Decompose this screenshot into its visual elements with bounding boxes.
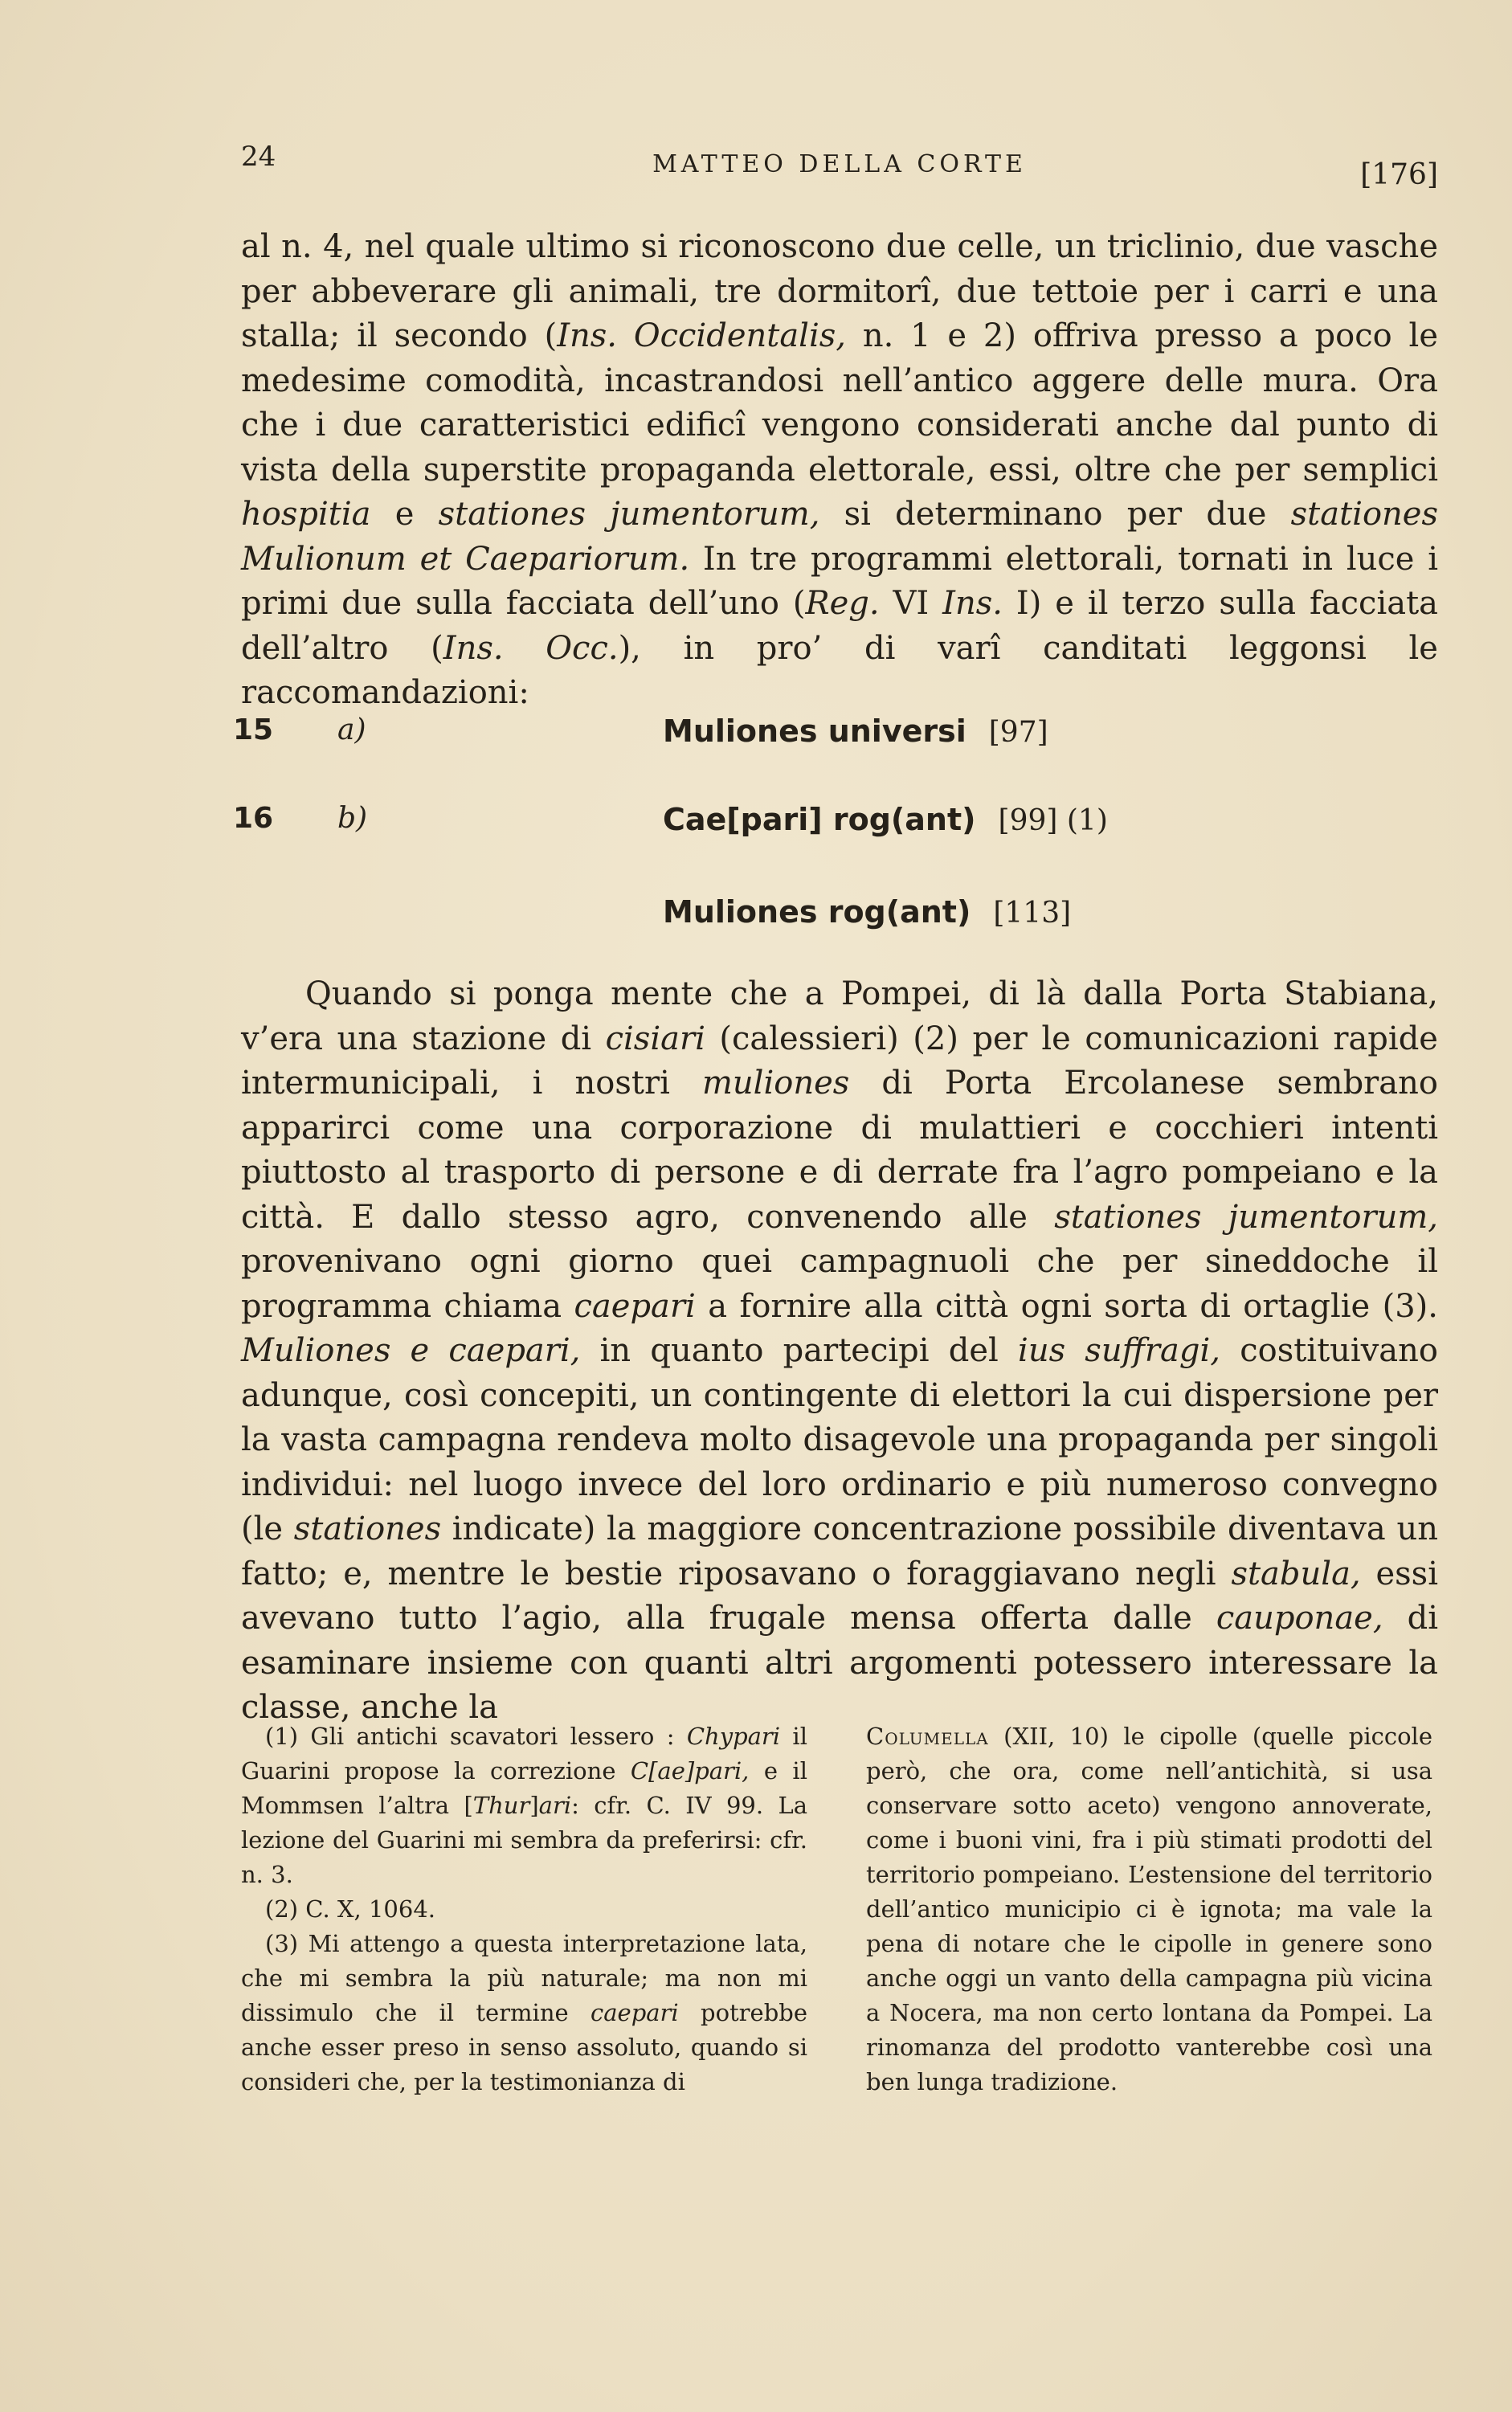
footnote-3: (3) Mi attengo a questa interpretazione lata, che mi sembra la più naturale; ma non mi dissimulo che il termine caepari potrebbe anche esser preso in senso assoluto, quando si consideri che, per la testimonianza di xyxy=(241,1930,807,2095)
inscription-row xyxy=(225,795,1438,844)
page-signature: [176] xyxy=(1360,158,1438,191)
footnotes xyxy=(241,1719,1438,2153)
inscription-text: Muliones rog(ant) [113] xyxy=(663,894,1072,930)
footnote-3-continuation: Columella (XII, 10) le cipolle (quelle piccole però, che ora, come nell’antichità, si usa conservare sotto aceto) vengono annoverate, come i buoni vini, fra i più stimati prodotti del territorio pompeiano. L’estensione del territorio dell’antico municipio ci è ignota; ma vale la pena di notare che le cipolle in genere sono anche oggi un vanto della campagna più vicina a Nocera, ma non certo lontana da Pompei. La rinomanza del prodotto vanterebbe così una ben lunga tradizione. xyxy=(866,1723,1432,2095)
cited-author: Columella xyxy=(866,1723,989,1750)
inscription-number: 16 xyxy=(233,802,274,835)
inscription-letter: a) xyxy=(337,713,366,746)
footnotes-right-column xyxy=(866,1719,1432,2099)
footnote-1: (1) Gli antichi scavatori lessero : Chypari il Guarini propose la correzione C[ae]pari, e il Mommsen l’altra [Thur]ari: cfr. C. IV 99. La lezione del Guarini mi sembra da preferirsi: cfr. n. 3. xyxy=(241,1723,807,1888)
body-paragraph-2 xyxy=(241,972,1438,1731)
inscription-reference: [99] (1) xyxy=(998,804,1108,837)
inscription-row xyxy=(225,707,1438,755)
running-head: MATTEO DELLA CORTE xyxy=(652,150,1027,178)
inscription-number: 15 xyxy=(233,713,274,746)
inscription-letter: b) xyxy=(337,802,368,835)
inscription-reference: [97] xyxy=(988,716,1048,749)
inscription-reference: [113] xyxy=(993,897,1072,930)
inscriptions-block xyxy=(225,707,1438,964)
page-number: 24 xyxy=(241,141,276,173)
inscription-row xyxy=(225,888,1438,936)
paragraph-text: Quando si ponga mente che a Pompei, di là dalla Porta Stabiana, v’era una stazione di cisiari (calessieri) (2) per le comunicazioni rapide intermunicipali, i nostri muliones di Porta Ercolanese sembrano apparirci come una corporazione di mulattieri e cocchieri intenti piuttosto al trasporto di persone e di derrate fra l’agro pompeiano e la città. E dallo stesso agro, convenendo alle stationes jumentorum, provenivano ogni giorno quei campagnuoli che per sineddoche il programma chiama caepari a fornire alla città ogni sorta di ortaglie (3). Muliones e caepari, in quanto partecipi del ius suffragi, costituivano adunque, così concepiti, un contingente di elettori la cui dispersione per la vasta campagna rendeva molto disagevole una propaganda per singoli individui: nel luogo invece del loro ordinario e più numeroso convegno (le stationes indicate) la maggiore concentrazione possibile diventava un fatto; e, mentre le bestie riposavano o foraggiavano negli stabula, essi avevano tutto l’agio, alla frugale mensa offerta dalle cauponae, di esaminare insieme con quanti altri argomenti potessero interessare la classe, anche la xyxy=(241,975,1439,1726)
footnotes-left-column xyxy=(241,1719,807,2099)
inscription-text: Cae[pari] rog(ant) [99] (1) xyxy=(663,802,1108,837)
inscription-text: Muliones universi [97] xyxy=(663,713,1048,749)
paragraph-text: al n. 4, nel quale ultimo si riconoscono due celle, un triclinio, due vasche per abbeverare gli animali, tre dormitorî, due tettoie per i carri e una stalla; il secondo (Ins. Occidentalis, n. 1 e 2) offriva presso a poco le medesime comodità, incastrandosi nell’antico aggere delle mura. Ora che i due caratteristici edificî vengono considerati anche dal punto di vista della superstite propaganda elettorale, essi, oltre che per semplici hospitia e stationes jumentorum, si determinano per due stationes Mulionum et Caepariorum. In tre programmi elettorali, tornati in luce i primi due sulla facciata dell’uno (Reg. VI Ins. I) e il terzo sulla facciata dell’altro (Ins. Occ.), in pro’ di varî canditati leggonsi le raccomandazioni: xyxy=(241,228,1439,711)
page-header xyxy=(241,141,1438,197)
body-paragraph-1 xyxy=(241,225,1438,716)
footnote-2: (2) C. X, 1064. xyxy=(265,1895,435,1923)
